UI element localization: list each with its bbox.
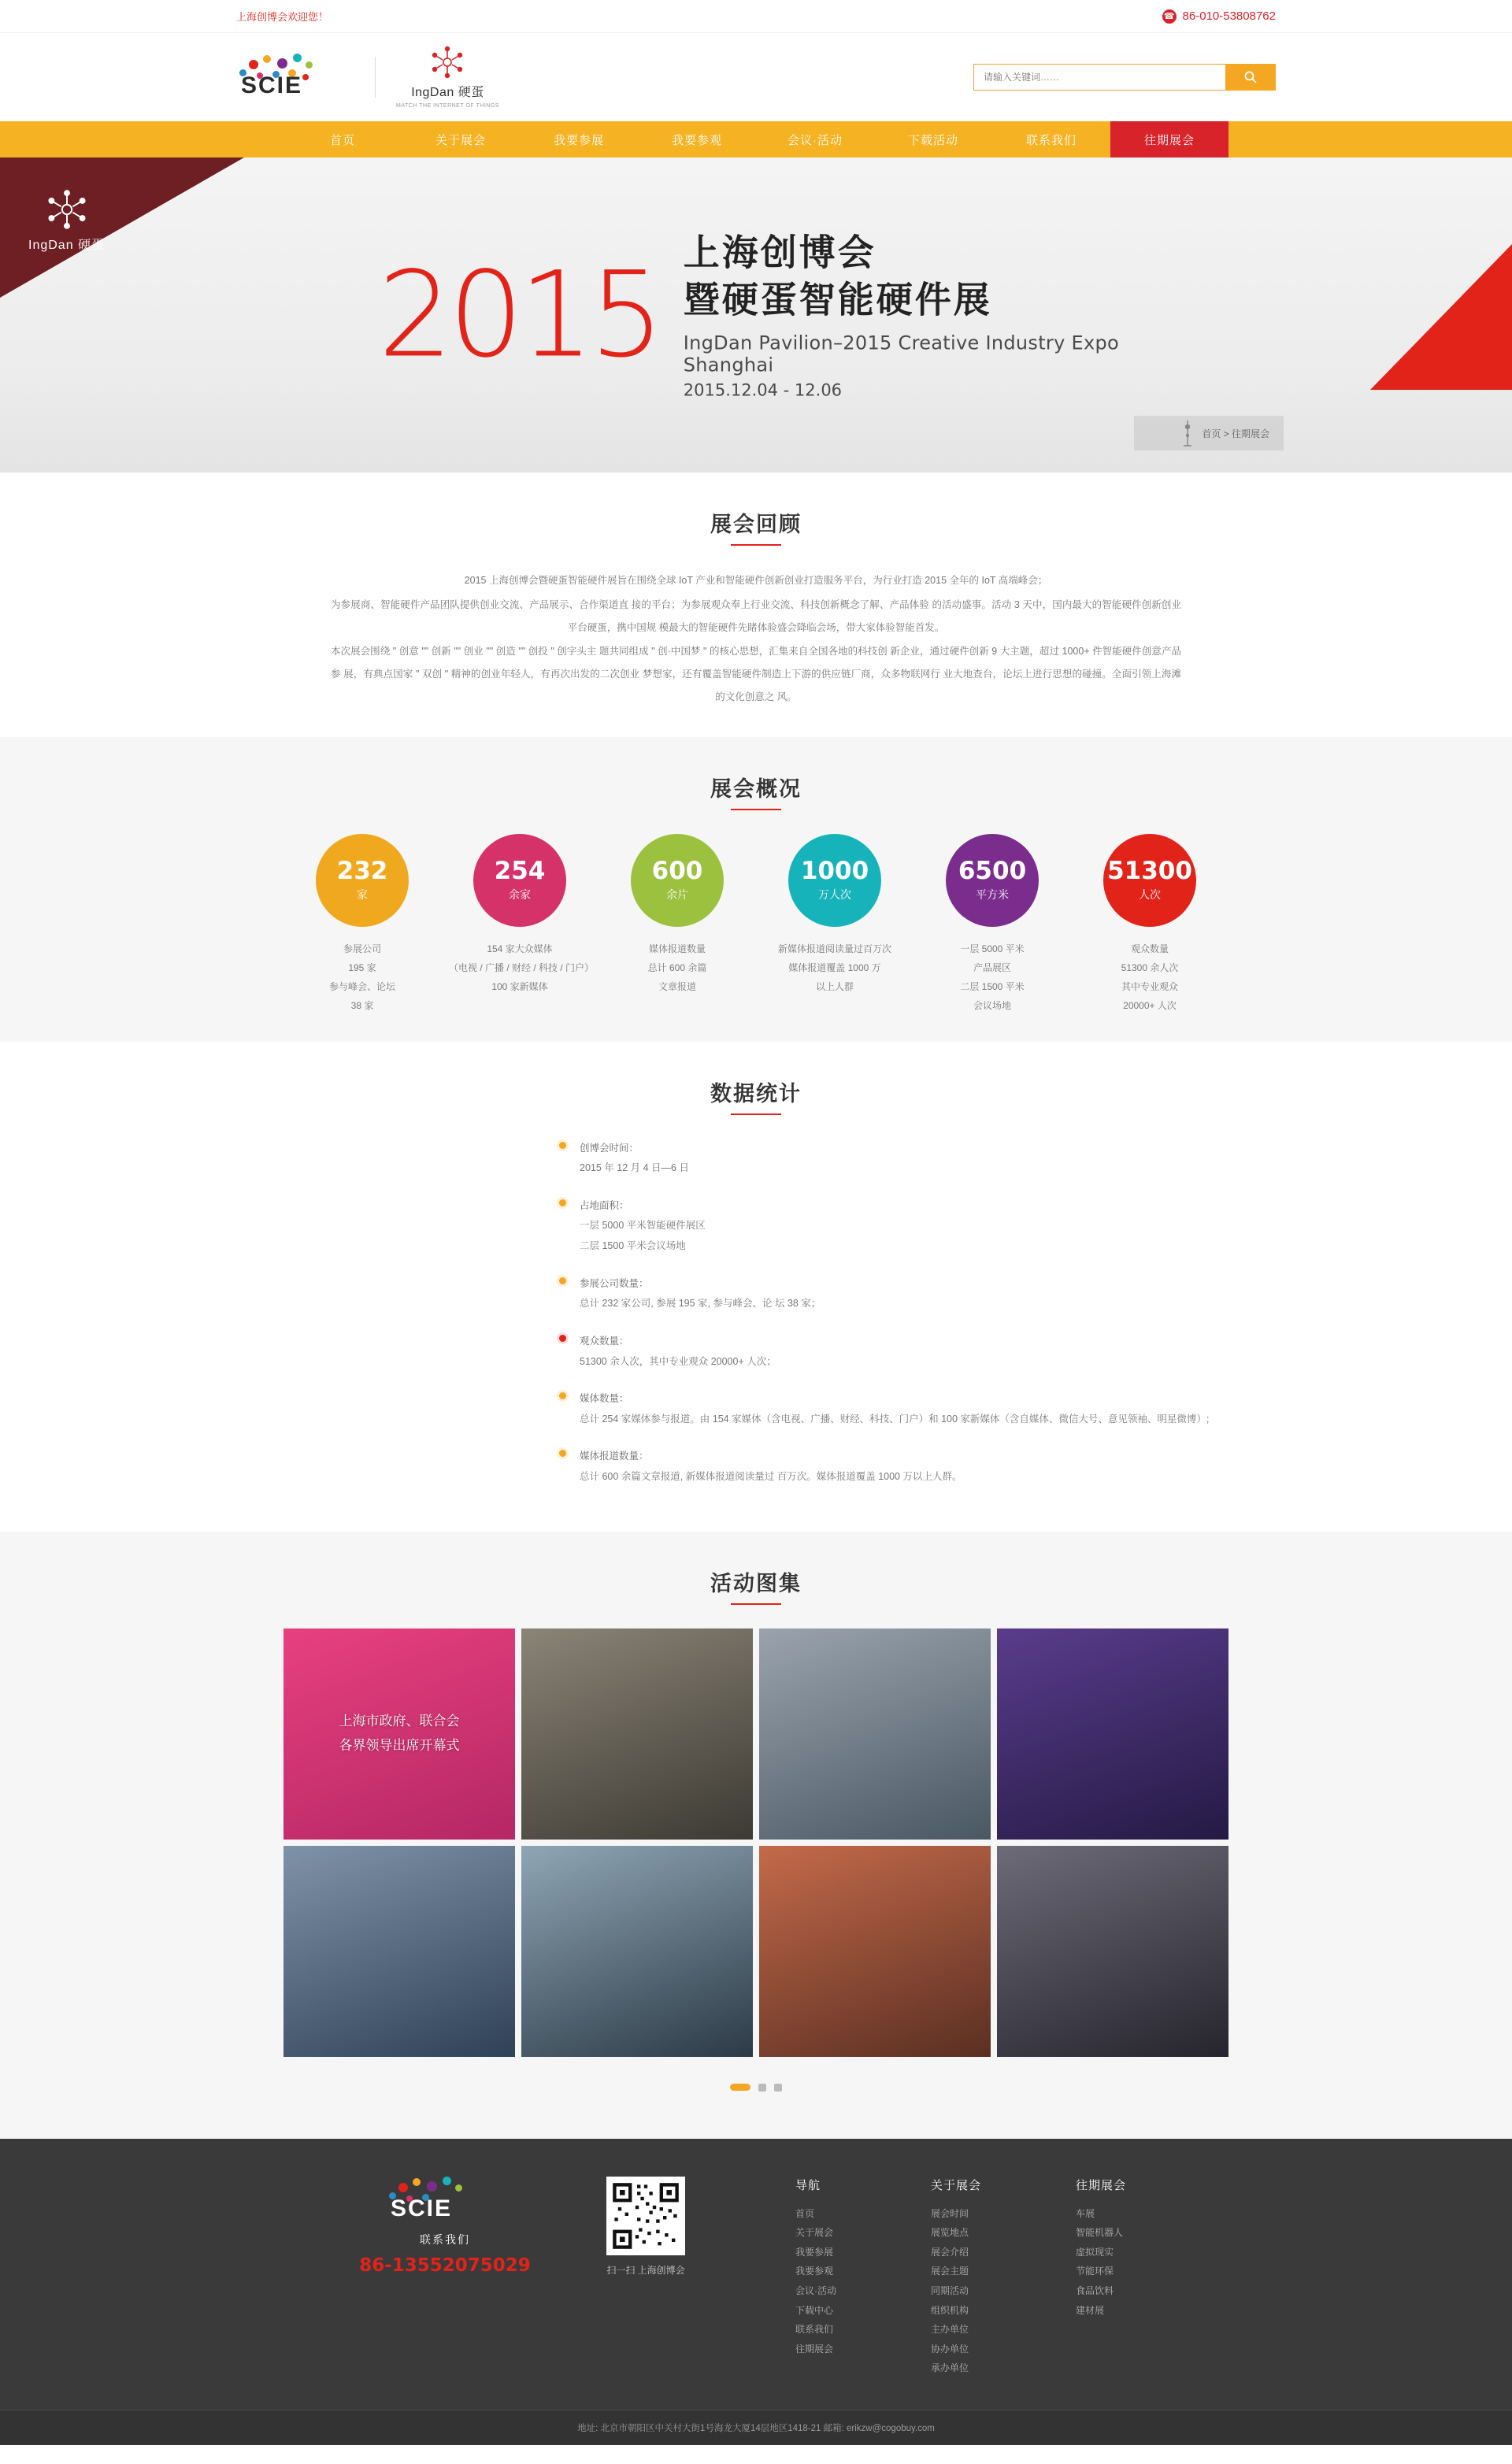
caption-line: 195 家 [348, 962, 376, 973]
gallery-image-opening-ceremony[interactable] [284, 1628, 515, 1840]
gallery-image-visitors-children[interactable] [759, 1846, 991, 2057]
banner-title-line2: 暨硬蛋智能硬件展 [683, 279, 992, 320]
site-header [0, 33, 1512, 121]
scie-logo[interactable] [236, 54, 354, 101]
footer-link[interactable]: 节能环保 [1076, 2266, 1114, 2277]
top-phone-number: 86-010-53808762 [1182, 9, 1276, 23]
stat-label: 占地面积： [580, 1199, 629, 1211]
footer-link[interactable]: 往期展会 [795, 2343, 834, 2355]
pager-dot[interactable] [774, 2084, 782, 2092]
footer-column-past-expos [1076, 2177, 1126, 2378]
stat-item [559, 1389, 1228, 1429]
nav-item-events[interactable]: 会议·活动 [788, 133, 843, 147]
caption-line: 会议场地 [973, 999, 1011, 1011]
top-phone [1162, 9, 1276, 24]
site-footer [0, 2139, 1512, 2445]
footer-link[interactable]: 首页 [795, 2207, 815, 2219]
footer-column-about [931, 2177, 981, 2378]
pager-dot-active[interactable] [730, 2084, 750, 2091]
gallery-image-qq-iot-booth[interactable] [521, 1846, 753, 2057]
footer-link[interactable]: 关于展会 [795, 2227, 834, 2239]
qr-block [575, 2177, 717, 2378]
search-input[interactable] [973, 64, 1225, 91]
breadcrumb[interactable] [1134, 416, 1284, 450]
stats-title: 数据统计 [710, 1081, 802, 1106]
hero-banner [0, 157, 1512, 472]
footer-link[interactable]: 智能机器人 [1076, 2227, 1124, 2239]
footer-columns [748, 2177, 1126, 2378]
overview-caption [648, 939, 707, 996]
banner-ingdan-logo [28, 189, 105, 253]
overview-unit: 平方米 [976, 887, 1009, 901]
stat-value: 51300 余人次，其中专业观众 20000+ 人次； [580, 1355, 776, 1367]
nav-item-exhibit[interactable]: 我要参展 [553, 133, 604, 147]
caption-line: 参与峰会、论坛 [328, 980, 395, 992]
stat-value: 二层 1500 平米会议场地 [580, 1240, 686, 1251]
banner-date: 2015.12.04 - 12.06 [683, 380, 843, 400]
footer-link[interactable]: 主办单位 [931, 2324, 969, 2336]
scie-dots-icon [386, 2177, 504, 2224]
review-body [284, 569, 1228, 709]
gallery-grid [284, 1628, 1228, 2057]
gallery-caption [284, 1628, 515, 1840]
breadcrumb-text: 首页 > 往期展会 [1202, 428, 1269, 439]
footer-link[interactable]: 食品饮料 [1076, 2285, 1114, 2296]
footer-link[interactable]: 展会时间 [931, 2207, 969, 2219]
overview-caption [329, 939, 395, 1015]
stat-item [559, 1447, 1228, 1487]
banner-corner-right [1370, 244, 1512, 390]
overview-badge [631, 834, 724, 927]
nav-item-downloads[interactable]: 下载活动 [907, 133, 958, 147]
caption-line: 其中专业观众 [1121, 980, 1178, 992]
ingdan-logo[interactable] [396, 46, 499, 109]
review-paragraph: 本次展会围绕 " 创意 "" 创新 "" 创业 "" 创造 "" 创投 " 创字头主 题共同组成 " 创·中国梦 " 的核心思想，汇集来自全国各地的科技创 新企业，通过硬件创新 9 大主题，超过 1000+ 件智能硬件创意产品参 展，有典点国家 " 双创 " 精神的创业年轻人，有再次出发的二次创业 梦想家，还有覆盖智能硬件制造上下游的供应链厂商，众多物联网行 业大地查台，论坛上进行思想的碰撞。全面引领上海滩的文化创意之 风。 [331, 646, 1181, 702]
footer-column-title: 往期展会 [1076, 2178, 1127, 2192]
nav-item-visit[interactable]: 我要参观 [671, 133, 722, 147]
footer-column-title: 导航 [795, 2178, 821, 2192]
title-rule [731, 1603, 781, 1605]
overview-caption [960, 939, 1024, 1015]
review-section [0, 472, 1512, 737]
banner-logo-label: IngDan 硬蛋 [28, 239, 106, 252]
overview-number: 232 [336, 857, 388, 886]
caption-line: 媒体报道覆盖 1000 万 [788, 962, 881, 973]
caption-line: 观众数量 [1130, 943, 1169, 954]
gallery-image-visitors-brochure[interactable] [997, 1846, 1228, 2057]
nav-items [284, 121, 1228, 157]
overview-unit: 余家 [509, 887, 531, 901]
main-nav [0, 121, 1512, 157]
ingdan-name: IngDan 硬蛋 [411, 86, 484, 99]
overview-number: 6500 [958, 857, 1027, 886]
footer-logo-block [346, 2177, 543, 2378]
stat-value: 总计 254 家媒体参与报道。由 154 家媒体（含电视、广播、财经、科技、门户）和 100 家新媒体（含自媒体、微信大号、意见领袖、明星微博）; [580, 1413, 1210, 1425]
footer-bottom-bar: 地址: 北京市朝阳区中关村大街1号海龙大厦14层地区1418-21 邮箱: erikzw@cogobuy.com [0, 2410, 1512, 2445]
stat-value: 总计 232 家公司, 参展 195 家, 参与峰会、论 坛 38 家； [580, 1298, 821, 1310]
caption-line: 38 家 [350, 999, 374, 1011]
banner-text-block [684, 231, 1134, 400]
stat-label: 观众数量： [580, 1335, 629, 1347]
gallery-image-baidu-booth[interactable] [284, 1846, 515, 2057]
overview-section [0, 737, 1512, 1042]
overview-circles [236, 834, 1276, 1015]
gallery-image-exhibition-hall-crowd[interactable] [521, 1628, 753, 1840]
footer-link[interactable]: 我要参展 [795, 2246, 834, 2258]
search-button[interactable] [1225, 64, 1276, 91]
stat-value: 2015 年 12 月 4 日—6 日 [580, 1162, 689, 1174]
stat-label: 参展公司数量： [580, 1277, 649, 1289]
overview-unit: 人次 [1139, 887, 1161, 901]
footer-scie-wordmark: SCIE [391, 2195, 453, 2221]
ingdan-egg-icon [430, 46, 465, 79]
qr-code-image [606, 2177, 685, 2255]
overview-number: 1000 [800, 857, 869, 886]
overview-title: 展会概况 [710, 776, 802, 801]
footer-column-title: 关于展会 [931, 2178, 982, 2192]
stat-item [559, 1332, 1228, 1372]
overview-number: 51300 [1107, 857, 1192, 886]
phone-icon: ☎ [1162, 9, 1177, 24]
footer-link[interactable]: 同期活动 [931, 2285, 969, 2296]
overview-badge [946, 834, 1039, 927]
gallery-image-xilinx-booth[interactable] [759, 1628, 991, 1840]
qr-code-icon [611, 2181, 680, 2251]
overview-unit: 万人次 [818, 887, 851, 901]
footer-link[interactable]: 下载中心 [795, 2304, 834, 2316]
footer-link[interactable]: 建材展 [1076, 2304, 1105, 2316]
footer-link[interactable]: 我要参观 [795, 2266, 834, 2277]
caption-line: 各界领导出席开幕式 [339, 1737, 460, 1753]
caption-line: 以上人群 [815, 980, 854, 992]
overview-number: 600 [651, 857, 703, 886]
overview-unit: 余片 [666, 887, 688, 901]
caption-line: 参展公司 [343, 943, 381, 954]
top-bar [0, 0, 1512, 33]
footer-link[interactable]: 联系我们 [795, 2324, 834, 2336]
stat-item [559, 1139, 1228, 1179]
gallery-section [0, 1532, 1512, 2139]
nav-item-home[interactable]: 首页 [329, 133, 355, 147]
stats-list [284, 1139, 1228, 1488]
banner-title-line1: 上海创博会 [683, 232, 876, 273]
caption-line: 总计 600 余篇 [647, 962, 707, 973]
search-icon [1243, 70, 1258, 84]
caption-line: 媒体报道数量 [648, 943, 706, 954]
pager-dot[interactable] [758, 2084, 766, 2092]
review-title: 展会回顾 [710, 513, 802, 536]
tv-tower-icon [1181, 420, 1194, 446]
stat-value: 一层 5000 平米智能硬件展区 [580, 1220, 706, 1232]
stat-item [559, 1196, 1228, 1257]
banner-subtitle-en: IngDan Pavilion–2015 Creative Industry Expo Shanghai [683, 332, 1119, 376]
stats-section [0, 1042, 1512, 1532]
footer-link[interactable]: 组织机构 [931, 2304, 969, 2316]
caption-line: 一层 5000 平米 [960, 943, 1025, 954]
review-paragraph: 为参展商、智能硬件产品团队提供创业交流、产品展示、合作渠道直 接的平台；为参展观众奉上行业交流、科技创新概念了解、产品体验 的活动盛事。活动 3 天中，国内最大的智能硬件创新创业平台硬蛋，携中国规 模最大的智能硬件先睹体验盛会降临会场，带大家体验智能首发。 [331, 598, 1181, 633]
overview-unit: 家 [357, 887, 368, 901]
caption-line: 产品展区 [973, 962, 1011, 973]
banner-content [378, 231, 1134, 400]
footer-link[interactable]: 承办单位 [931, 2362, 969, 2374]
caption-line: （电视 / 广播 / 财经 / 科技 / 门户） [449, 962, 595, 973]
caption-line: 51300 余人次 [1121, 962, 1179, 973]
overview-badge [473, 834, 566, 927]
stat-label: 媒体数量： [580, 1393, 629, 1405]
gallery-title: 活动图集 [710, 1571, 802, 1595]
title-rule [731, 544, 781, 546]
overview-item [1079, 834, 1221, 1015]
overview-item [449, 834, 595, 1015]
overview-item [921, 834, 1063, 1015]
ingdan-tagline: MATCH THE INTERNET OF THINGS [396, 103, 499, 109]
nav-item-about[interactable]: 关于展会 [435, 133, 486, 147]
footer-link[interactable]: 会议·活动 [795, 2285, 836, 2296]
overview-item [764, 834, 906, 1015]
logo-group[interactable] [236, 46, 499, 109]
nav-item-contact[interactable]: 联系我们 [1025, 133, 1077, 147]
logo-divider [375, 57, 376, 98]
qr-label: 扫一扫 上海创博会 [606, 2264, 685, 2276]
search-box[interactable] [973, 64, 1276, 91]
scie-wordmark: SCIE [241, 72, 303, 98]
gallery-image-led-tunnel-booth[interactable] [997, 1628, 1228, 1840]
overview-number: 254 [494, 857, 546, 886]
footer-link[interactable]: 车展 [1076, 2207, 1095, 2219]
caption-line: 新媒体报道阅读量过百万次 [777, 943, 891, 954]
stat-label: 媒体报道数量： [580, 1451, 649, 1462]
stat-item [559, 1274, 1228, 1314]
overview-badge [316, 834, 409, 927]
footer-link[interactable]: 虚拟现实 [1076, 2246, 1114, 2258]
overview-item [606, 834, 748, 1015]
stat-value: 总计 600 余篇文章报道, 新媒体报道阅读量过 百万次。媒体报道覆盖 1000 万以上人群。 [580, 1471, 962, 1482]
caption-line: 20000+ 人次 [1123, 999, 1177, 1011]
overview-item [291, 834, 433, 1015]
review-paragraph: 2015 上海创博会暨硬蛋智能硬件展旨在围绕全球 IoT 产业和智能硬件创新创业打造服务平台，为行业打造 2015 全年的 IoT 高端峰会； [464, 575, 1048, 586]
overview-caption [449, 939, 595, 996]
footer-phone: 86-13552075029 [359, 2255, 531, 2276]
scie-dots-icon [236, 54, 354, 101]
footer-column-nav [795, 2177, 836, 2378]
overview-badge [788, 834, 881, 927]
caption-line: 上海市政府、联合会 [339, 1714, 460, 1729]
caption-line: 100 家新媒体 [491, 980, 548, 992]
footer-link[interactable]: 展会主题 [931, 2266, 969, 2277]
caption-line: 文章报道 [658, 980, 696, 992]
caption-line: 二层 1500 平米 [960, 980, 1025, 992]
footer-link[interactable]: 协办单位 [931, 2343, 969, 2355]
welcome-text: 上海创博会欢迎您！ [236, 11, 329, 23]
stat-label: 创博会时间： [580, 1142, 639, 1154]
title-rule [731, 1113, 781, 1115]
footer-contact-label: 联系我们 [420, 2232, 470, 2246]
footer-content [205, 2177, 1307, 2378]
gallery-pager [0, 2084, 1512, 2092]
overview-badge [1103, 834, 1196, 927]
ingdan-egg-icon [46, 189, 88, 230]
title-rule [731, 809, 781, 810]
caption-line: 154 家大众媒体 [487, 943, 553, 954]
footer-link[interactable]: 展会介绍 [931, 2246, 969, 2258]
footer-link[interactable]: 展览地点 [931, 2227, 969, 2239]
overview-caption [778, 939, 891, 996]
overview-caption [1121, 939, 1179, 1015]
banner-year: 2015 [378, 246, 660, 383]
nav-item-past-expos[interactable]: 往期展会 [1110, 121, 1228, 157]
